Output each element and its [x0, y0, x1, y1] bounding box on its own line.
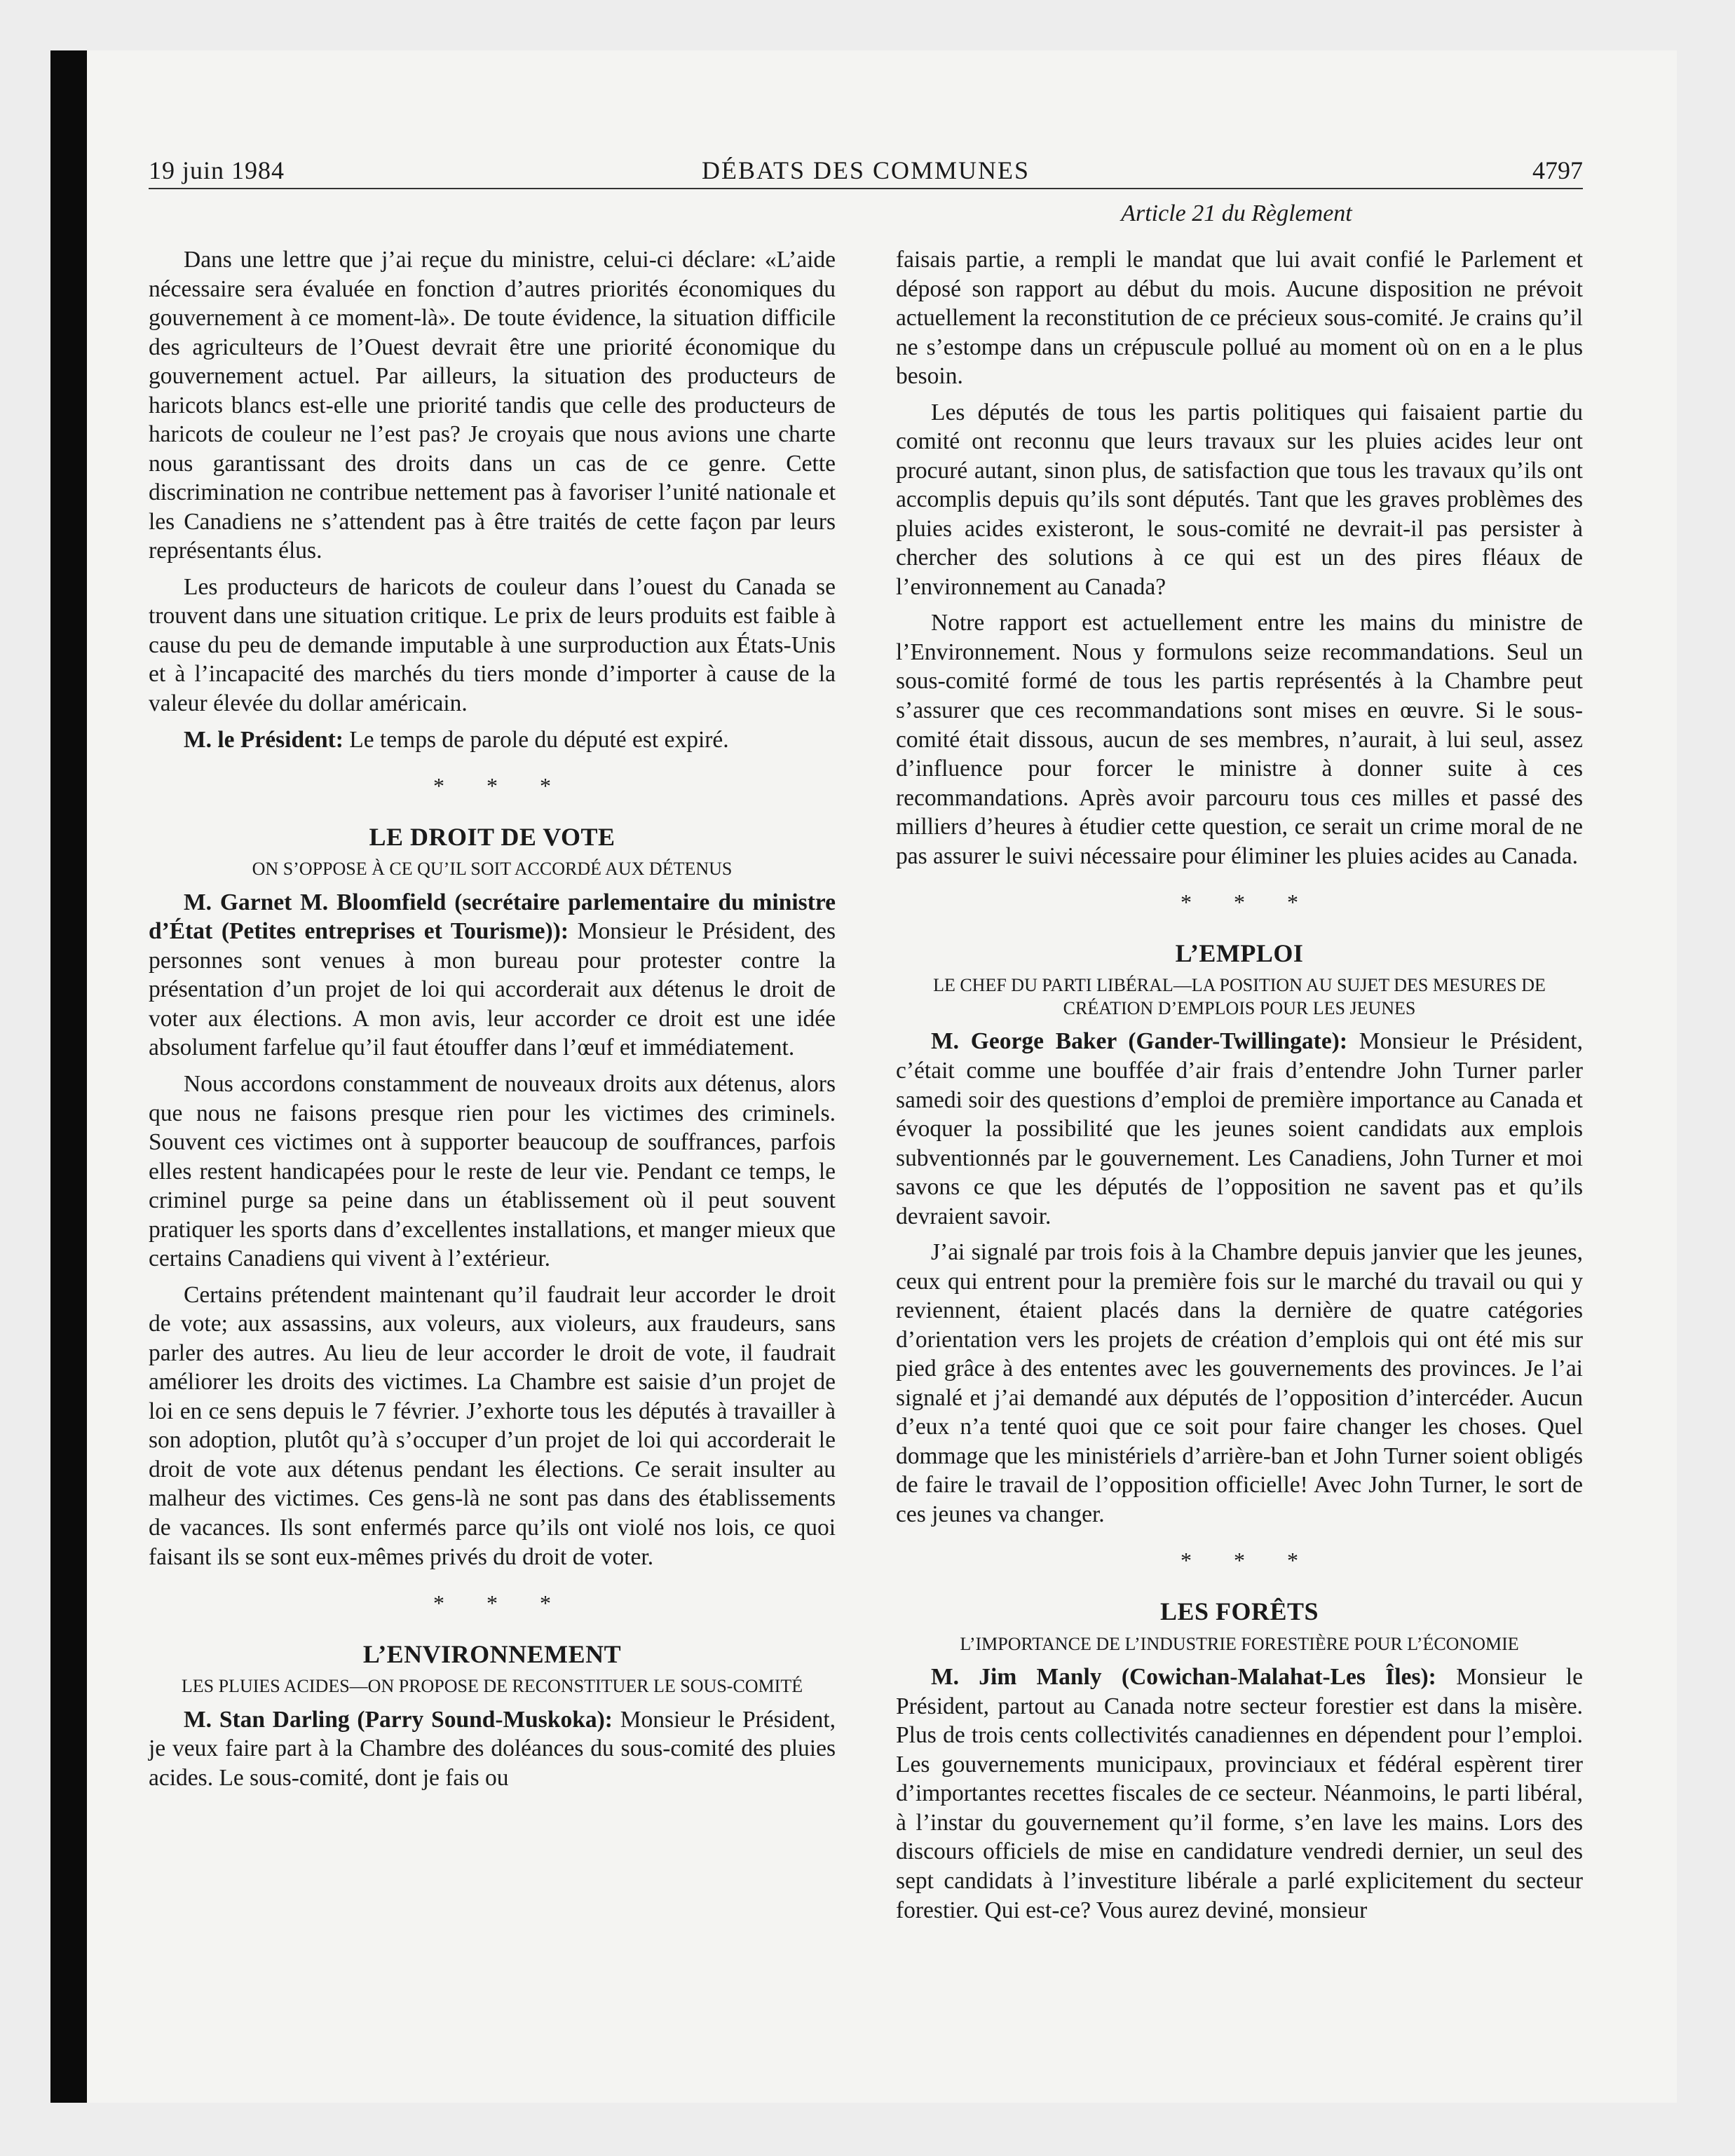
- speaker-name: M. le Président:: [184, 726, 343, 753]
- header-subtitle: Article 21 du Règlement: [1121, 200, 1352, 226]
- scan-edge-shadow: [50, 50, 87, 2103]
- speech-text: Monsieur le Président, des personnes sont venues à mon bureau pour protester contre la présentation d’un projet de loi qui accorderait aux détenus le droit de voter aux élections. A mon avis, leur accorder ce droit est une idée absolument farfelue qu’il faut étouffer dans l’œuf et immédiatement.: [149, 918, 836, 1061]
- speaker-name: M. George Baker (Gander-Twillingate):: [931, 1028, 1347, 1055]
- speech-text: Monsieur le Président, partout au Canada notre secteur forestier est dans la misère. Plus de trois cents collectivités canadiennes en dépendent pour l’emploi. Les gouvernements municipaux, provinciaux et fédéral espèrent tirer d’importantes recettes fiscales de ce secteur. Néanmoins, le parti libéral, à l’instar du gouvernement qu’il forme, s’en lave les mains. Lors des discours officiels de mise en candidature vendredi dernier, un seul des sept candidats à l’investiture libérale a parlé explicitement du secteur forestier. Qui est-ce? Vous aurez deviné, monsieur: [896, 1664, 1583, 1923]
- speaker-name: M. Garnet M. Bloomfield (secrétaire parlementaire du ministre d’État (Petites entreprises et Tourisme)):: [149, 889, 836, 945]
- paragraph: Nous accordons constamment de nouveaux droits aux détenus, alors que nous ne faisons presque rien pour les victimes des criminels. Souvent ces victimes ont à supporter beaucoup de souffrances, parfois elles restent handicapées pour le reste de leur vie. Pendant ce temps, le criminel purge sa peine dans un établissement où il peut souvent pratiquer les sports dans d’excellentes installations, et manger mieux que certains Canadiens qui vivent à l’extérieur.: [149, 1071, 836, 1272]
- right-column: [896, 245, 1583, 1932]
- speech-text: Le temps de parole du député est expiré.: [343, 726, 729, 753]
- section-subtitle: ON S’OPPOSE À CE QU’IL SOIT ACCORDÉ AUX DÉTENUS: [252, 859, 733, 880]
- paragraph: Notre rapport est actuellement entre les mains du ministre de l’Environnement. Nous y formulons seize recommandations. Seul un sous-comité formé de tous les partis représentés à la Chambre peut s’assurer que ces recommandations sont mises en œuvre. Si le sous-comité était dissous, aucun de ses membres, n’aurait, à lui seul, assez d’influence pour forcer le ministre à donner suite à ces recommandations. Après avoir parcouru tous ces milles et passé des milliers d’heures à étudier cette question, ce serait un crime moral de ne pas assurer le suivi nécessaire pour éliminer les pluies acides au Canada.: [896, 610, 1583, 869]
- paragraph: Certains prétendent maintenant qu’il faudrait leur accorder le droit de vote; aux assassins, aux voleurs, aux violeurs, aux fraudeurs, sans parler des autres. Au lieu de leur accorder le droit de vote, il faudrait améliorer les droits des victimes. La Chambre est saisie d’un projet de loi en ce sens depuis le 7 février. J’exhorte tous les députés à travailler à son adoption, plutôt qu’à s’occuper d’un projet de loi qui accorderait le droit de vote aux détenus pendant les élections. Ce serait insulter au malheur des victimes. Ces gens-là ne sont pas dans des établissements de vacances. Ils sont enfermés parce qu’ils ont violé nos lois, ce quoi faisant ils se sont eux-mêmes privés du droit de voter.: [149, 1281, 836, 1570]
- section-subtitle: LES PLUIES ACIDES—ON PROPOSE DE RECONSTITUER LE SOUS-COMITÉ: [181, 1676, 803, 1697]
- section-divider: * * *: [1181, 889, 1316, 915]
- section-divider: * * *: [433, 1590, 569, 1616]
- header-date: 19 juin 1984: [149, 156, 285, 184]
- paragraph: Dans une lettre que j’ai reçue du ministre, celui-ci déclare: «L’aide nécessaire sera évaluée en fonction d’autres priorités économiques du gouvernement à ce moment-là». De toute évidence, la situation difficile des agriculteurs de l’Ouest devrait être une priorité économique du gouvernement actuel. Par ailleurs, la situation des producteurs de haricots blancs est-elle une priorité tandis que celle des producteurs de haricots de couleur ne l’est pas? Je croyais que nous avions une charte nous garantissant des droits dans un cas de ce genre. Cette discrimination ne contribue nettement pas à favoriser l’unité nationale et les Canadiens ne s’attendent pas à être traités de cette façon par leurs représentants élus.: [149, 247, 836, 564]
- section-subtitle: L’IMPORTANCE DE L’INDUSTRIE FORESTIÈRE POUR L’ÉCONOMIE: [960, 1633, 1519, 1654]
- running-header: [149, 146, 1583, 189]
- speech-text: Monsieur le Président, c’était comme une bouffée d’air frais d’entendre John Turner parler samedi soir des questions d’emploi de première importance au Canada et évoquer la possibilité que les jeunes soient candidats aux emplois subventionnés par le gouvernement. Les Canadiens, John Turner et moi savons ce que les députés de l’opposition ne savent pas et qu’ils devraient savoir.: [896, 1028, 1583, 1229]
- paragraph: Les producteurs de haricots de couleur dans l’ouest du Canada se trouvent dans une situation critique. Le prix de leurs produits est faible à cause du peu de demande imputable à une surproduction aux États-Unis et à l’incapacité des marchés du tiers monde d’importer à cause de la valeur élevée du dollar américain.: [149, 573, 836, 716]
- paragraph: [896, 1663, 1583, 1925]
- paragraph: [149, 888, 836, 1063]
- paragraph: faisais partie, a rempli le mandat que lui avait confié le Parlement et déposé son rapport au début du mois. Aucune disposition ne prévoit actuellement la reconstitution de ce précieux sous-comité. Je crains qu’il ne s’estompe dans un crépuscule pollué au moment où on en a le plus besoin.: [896, 247, 1583, 390]
- paragraph: [149, 1705, 836, 1793]
- section-title: L’ENVIRONNEMENT: [362, 1639, 622, 1668]
- section-divider: * * *: [1181, 1548, 1316, 1574]
- section-title: L’EMPLOI: [1175, 939, 1304, 967]
- section-divider: * * *: [433, 773, 569, 799]
- paragraph: Les députés de tous les partis politiques qui faisaient partie du comité ont reconnu que leurs travaux sur les pluies acides leur ont procuré autant, sinon plus, de satisfaction que tous les travaux qu’ils ont accomplis depuis qu’ils sont députés. Tant que les graves problèmes des pluies acides existeront, le sous-comité ne devrait-il pas persister à chercher des solutions à ce qui est un des pires fléaux de l’environnement au Canada?: [896, 399, 1583, 600]
- paragraph: [896, 1027, 1583, 1231]
- speaker-name: M. Stan Darling (Parry Sound-Muskoka):: [184, 1706, 613, 1733]
- speaker-name: M. Jim Manly (Cowichan-Malahat-Les Îles):: [931, 1664, 1436, 1691]
- section-subtitle: LE CHEF DU PARTI LIBÉRAL—LA POSITION AU SUJET DES MESURES DE CRÉATION D’EMPLOIS POUR LES JEUNES: [933, 975, 1546, 1018]
- section-title: LES FORÊTS: [1159, 1597, 1319, 1626]
- header-page-number: 4797: [1532, 156, 1583, 184]
- section-title: LE DROIT DE VOTE: [369, 822, 615, 851]
- paragraph: J’ai signalé par trois fois à la Chambre depuis janvier que les jeunes, ceux qui entrent pour la première fois sur le marché du travail ou qui y reviennent, étaient placés dans la dernière de quatre catégories d’orientation vers les projets de création d’emplois qui ont été mis sur pied grâce à des ententes avec les gouvernements des provinces. Je l’ai signalé et j’ai demandé aux députés de l’opposition d’intercéder. Aucun d’eux n’a tenté quoi que ce soit pour faire changer les choses. Quel dommage que les ministériels d’arrière-ban et John Turner soient obligés de faire le travail de l’opposition officielle! Avec John Turner, le sort de ces jeunes va changer.: [896, 1239, 1583, 1527]
- paragraph: [149, 725, 836, 755]
- header-title: DÉBATS DES COMMUNES: [701, 156, 1030, 184]
- left-column: [149, 245, 836, 1799]
- speech-text: Monsieur le Président, je veux faire part à la Chambre des doléances du sous-comité des pluies acides. Le sous-comité, dont je fais ou: [149, 1706, 836, 1791]
